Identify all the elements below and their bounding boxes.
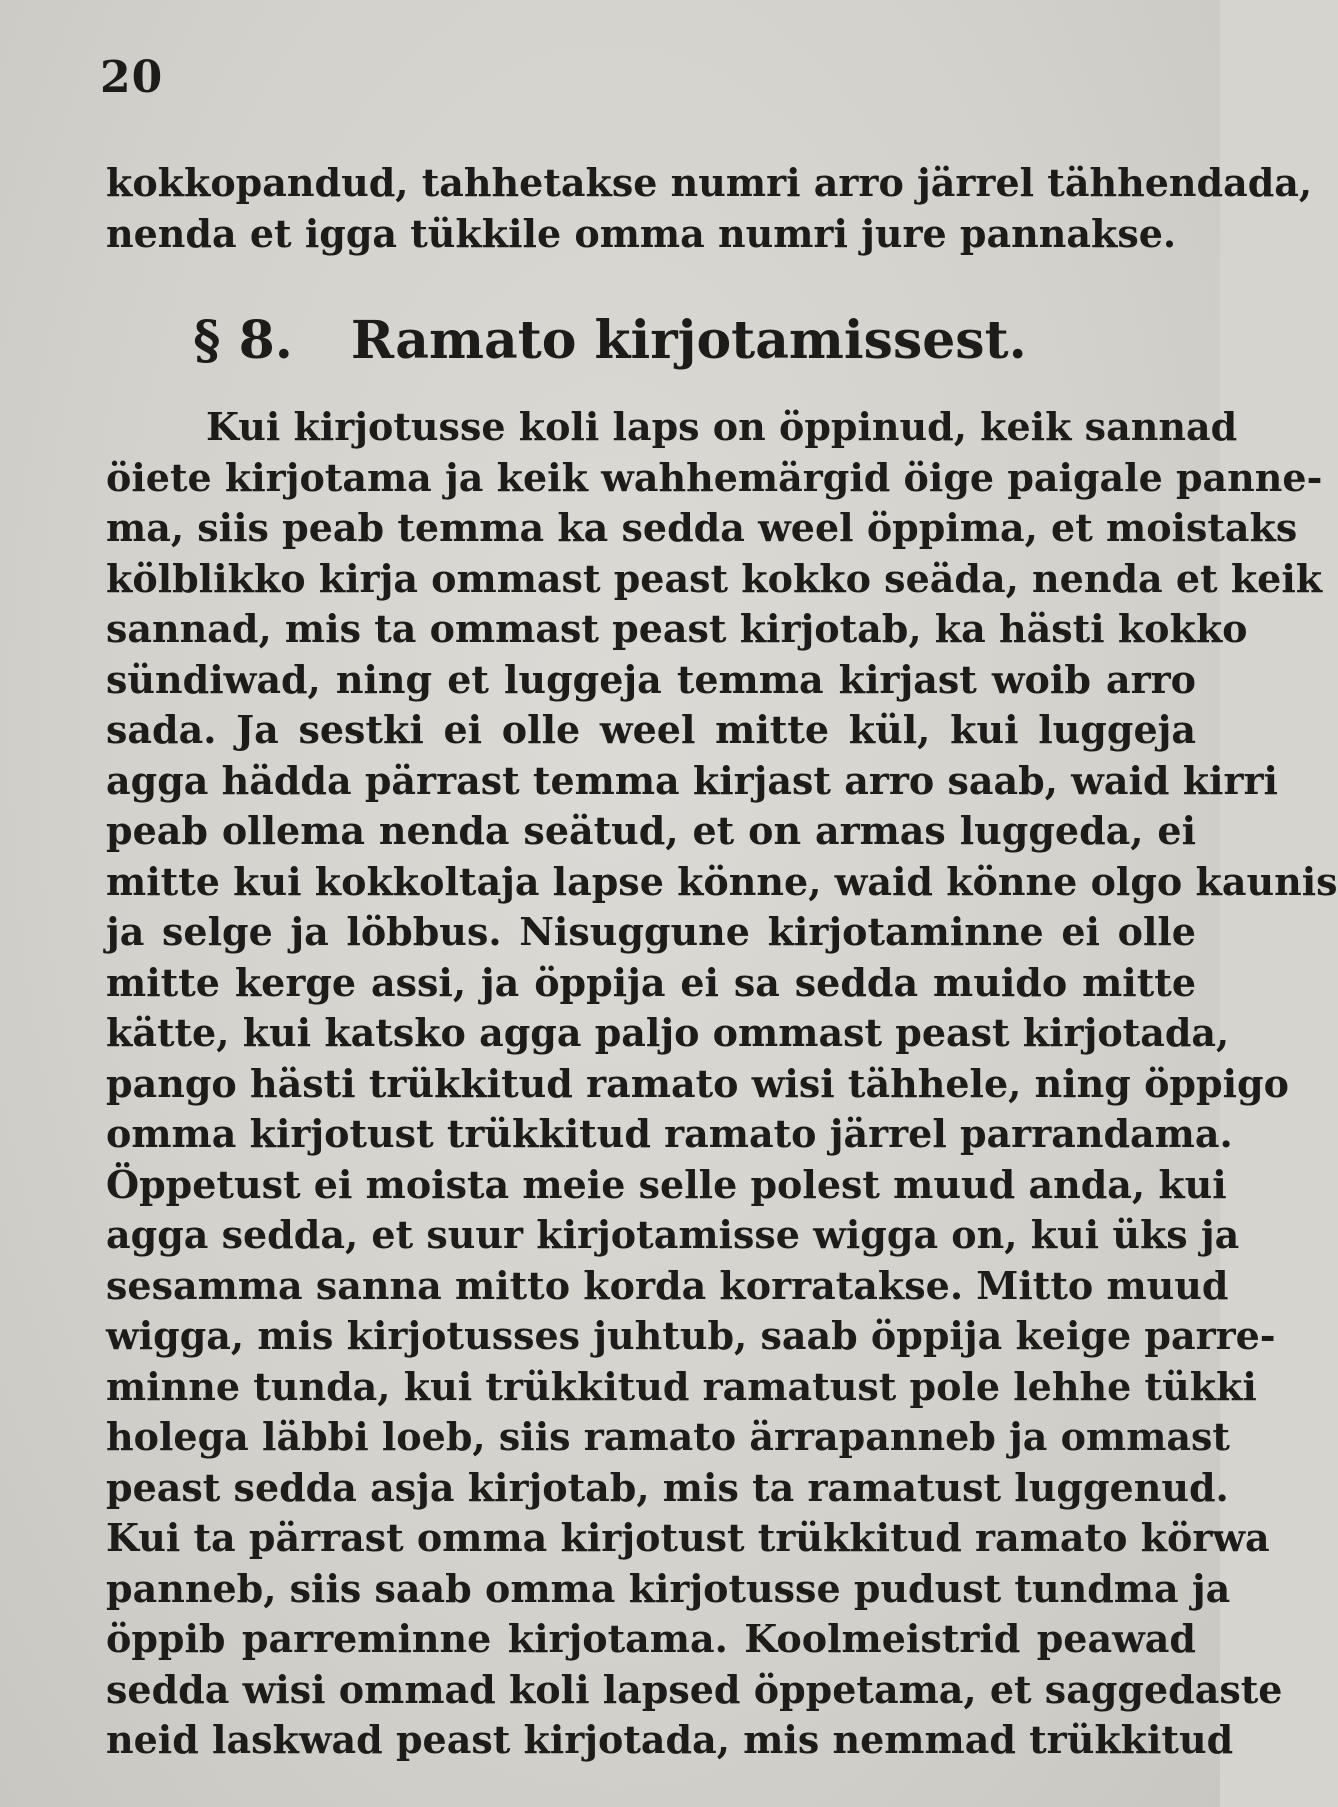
text-line: öppib parreminne kirjotama. Koolmeistrid peawad	[106, 1616, 1196, 1661]
section-heading	[0, 310, 1220, 371]
text-line: nenda et igga tükkile omma numri jure pannakse.	[106, 210, 1177, 256]
text-line: minne tunda, kui trükkitud ramatust pole lehhe tükki	[106, 1363, 1257, 1409]
text-line: öiete kirjotama ja keik wahhemärgid öige paigale panne-	[106, 454, 1323, 500]
section-title: Ramato kirjotamissest.	[350, 310, 1027, 371]
text-line: sedda wisi ommad koli lapsed öppetama, et saggedaste	[106, 1666, 1283, 1712]
text-line: peast sedda asja kirjotab, mis ta ramatust luggenud.	[106, 1464, 1229, 1510]
text-line: peab ollema nenda seätud, et on armas luggeda, ei	[106, 808, 1196, 853]
text-line: sada. Ja sestki ei olle weel mitte kül, kui luggeja	[106, 707, 1196, 752]
text-line: sündiwad, ning et luggeja temma kirjast woib arro	[106, 656, 1196, 702]
body-paragraph	[106, 402, 1338, 1766]
text-line: ja selge ja löbbus. Nisuggune kirjotaminne ei olle	[106, 909, 1196, 954]
text-line: kokkopandud, tahhetakse numri arro järrel tähhendada,	[106, 160, 1313, 205]
text-line: Kui kirjotusse koli laps on öppinud, keik sannad	[206, 404, 1238, 449]
text-line: kölblikko kirja ommast peast kokko seäda, nenda et keik	[106, 555, 1323, 601]
text-line: agga hädda pärrast temma kirjast arro saab, waid kirri	[106, 757, 1278, 803]
text-line: panneb, siis saab omma kirjotusse pudust tundma ja	[106, 1565, 1231, 1611]
text-line: kätte, kui katsko agga paljo ommast peast kirjotada,	[106, 1010, 1230, 1055]
text-line: holega läbbi loeb, siis ramato ärrapanneb ja ommast	[106, 1414, 1230, 1459]
text-line: omma kirjotust trükkitud ramato järrel parrandama.	[106, 1111, 1233, 1156]
text-line: mitte kui kokkoltaja lapse könne, waid könne olgo kaunis	[106, 858, 1338, 904]
text-line: neid laskwad peast kirjotada, mis nemmad trükkitud	[106, 1717, 1234, 1762]
text-line: wigga, mis kirjotusses juhtub, saab öppija keige parre-	[106, 1313, 1276, 1358]
text-line: agga sedda, et suur kirjotamisse wigga on, kui üks ja	[106, 1212, 1240, 1257]
section-number: § 8.	[193, 310, 293, 371]
text-line: ma, siis peab temma ka sedda weel öppima, et moistaks	[106, 505, 1298, 550]
text-line: mitte kerge assi, ja öppija ei sa sedda muido mitte	[106, 959, 1196, 1005]
intro-paragraph	[106, 158, 1313, 259]
text-line: pango hästi trükkitud ramato wisi tähhele, ning öppigo	[106, 1060, 1289, 1106]
text-line: sannad, mis ta ommast peast kirjotab, ka hästi kokko	[106, 606, 1248, 651]
text-line: Kui ta pärrast omma kirjotust trükkitud ramato körwa	[106, 1515, 1270, 1560]
page-number: 20	[100, 52, 164, 103]
text-line: Öppetust ei moista meie selle polest muud anda, kui	[106, 1161, 1227, 1207]
text-line: sesamma sanna mitto korda korratakse. Mitto muud	[106, 1262, 1229, 1308]
